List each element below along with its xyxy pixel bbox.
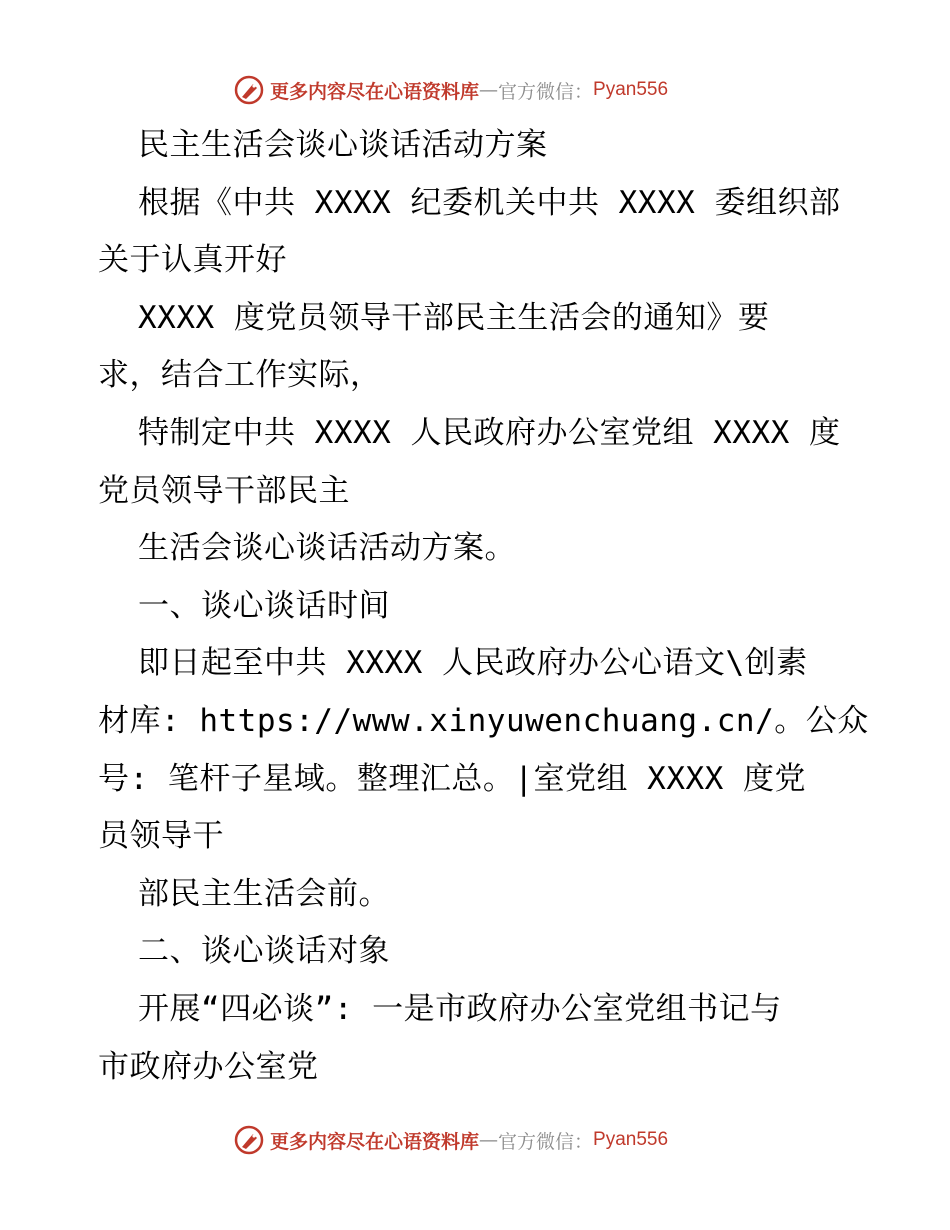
document-line: 根据《中共 XXXX 纪委机关中共 XXXX 委组织部 — [138, 184, 841, 221]
watermark-brand-text: 更多内容尽在心语资料库 — [270, 80, 480, 103]
watermark-wechat-id: Pyan556 — [593, 79, 669, 100]
document-line: 求，结合工作实际， — [98, 357, 382, 394]
document-line: 号: 笔杆子星域。整理汇总。|室党组 XXXX 度党 — [98, 760, 806, 797]
pen-nib-logo-icon — [234, 75, 264, 105]
document-body — [98, 117, 869, 1096]
watermark-brand-text: 更多内容尽在心语资料库 — [270, 1130, 480, 1153]
document-line: 市政府办公室党 — [98, 1048, 319, 1085]
watermark-banner-bottom — [234, 1120, 668, 1160]
pen-nib-logo-icon — [234, 1125, 264, 1155]
document-line: XXXX 度党员领导干部民主生活会的通知》要 — [138, 299, 770, 336]
document-line: 党员领导干部民主 — [98, 472, 350, 509]
section-heading: 一、谈心谈话时间 — [138, 587, 390, 624]
watermark-wechat-label: 官方微信： — [498, 1130, 594, 1153]
document-line: 关于认真开好 — [98, 242, 287, 279]
document-line: 生活会谈心谈话活动方案。 — [138, 530, 516, 567]
watermark-separator: — — [479, 1129, 499, 1151]
document-line: 开展“四必谈”: 一是市政府办公室党组书记与 — [138, 990, 782, 1027]
document-line: 员领导干 — [98, 818, 224, 855]
document-line: 材库: https://www.xinyuwenchuang.cn/。公众 — [98, 702, 869, 739]
document-line: 部民主生活会前。 — [138, 875, 390, 912]
document-title: 民主生活会谈心谈话活动方案 — [138, 127, 548, 163]
document-line: 特制定中共 XXXX 人民政府办公室党组 XXXX 度 — [138, 414, 841, 451]
watermark-banner-top — [234, 70, 668, 110]
watermark-wechat-label: 官方微信： — [498, 80, 594, 103]
document-line: 即日起至中共 XXXX 人民政府办公心语文\创素 — [138, 645, 808, 682]
section-heading: 二、谈心谈话对象 — [138, 933, 390, 970]
watermark-wechat-id: Pyan556 — [593, 1129, 669, 1150]
watermark-separator: — — [479, 79, 499, 101]
